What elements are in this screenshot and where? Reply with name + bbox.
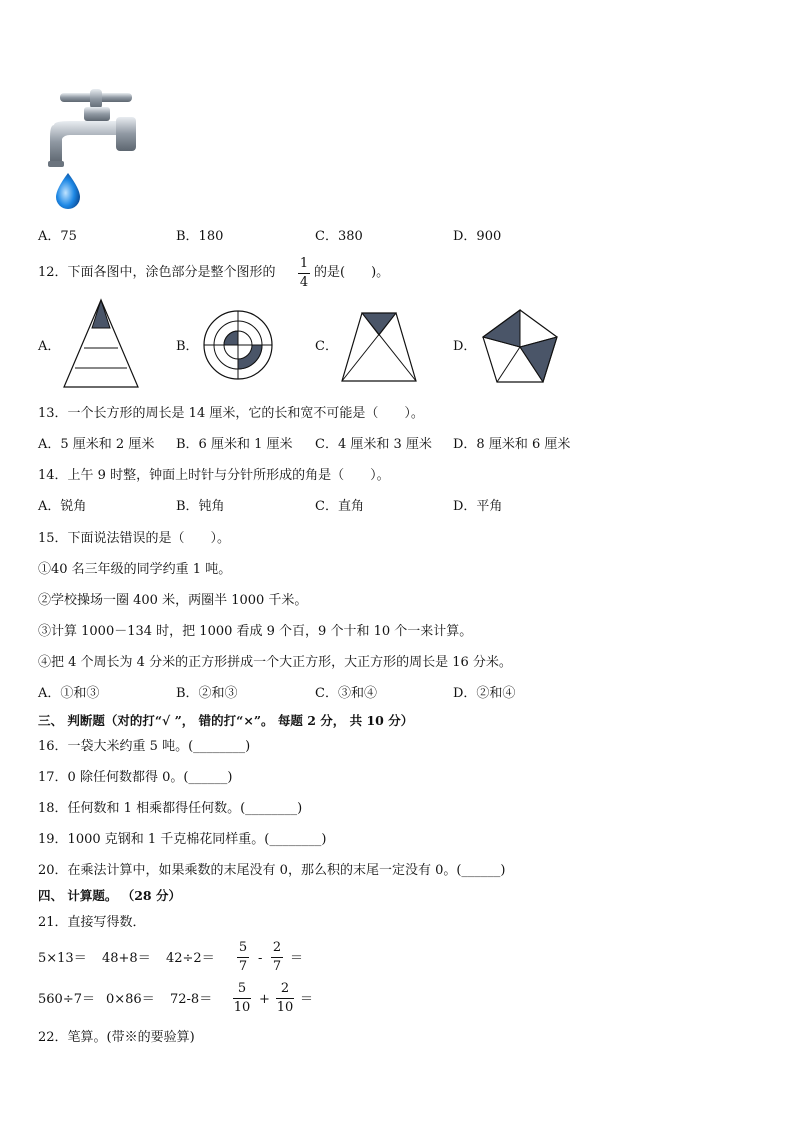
q21-r2-c3: 72-8＝ bbox=[170, 992, 213, 1007]
q12-label-c: C． bbox=[315, 339, 338, 354]
figure-c-trapezoid bbox=[340, 311, 418, 383]
q21-r1-c2: 48+8＝ bbox=[102, 951, 151, 966]
q14-option-d: D．平角 bbox=[453, 499, 503, 514]
q15-option-d: D．②和④ bbox=[453, 686, 516, 701]
section3-heading: 三、 判断题（对的打“√ ”， 错的打“×”。 每题 2 分， 共 10 分） bbox=[38, 713, 414, 728]
q15-item-3: ③计算 1000－134 时，把 1000 看成 9 个百，9 个十和 10 个一来计算。 bbox=[38, 624, 473, 639]
faucet-image bbox=[40, 85, 140, 215]
q12-frac-num: 1 bbox=[299, 256, 309, 271]
q14-option-b: B．钝角 bbox=[176, 499, 225, 514]
judge-18: 18．任何数和 1 相乘都得任何数。(________) bbox=[38, 801, 303, 816]
q14-option-c: C．直角 bbox=[315, 499, 364, 514]
q12-fraction bbox=[298, 256, 310, 291]
q21-r2-frac-b-num: 2 bbox=[280, 981, 290, 996]
figure-d-pentagon bbox=[480, 307, 560, 385]
q21-r2-frac-a-den: 10 bbox=[233, 1000, 251, 1015]
q11-option-b: B．180 bbox=[176, 229, 224, 244]
q21-r2-frac-a bbox=[233, 981, 251, 1016]
q12-text-after: 的是( )。 bbox=[314, 265, 390, 280]
q15-option-b: B．②和③ bbox=[176, 686, 238, 701]
q15-option-c: C．③和④ bbox=[315, 686, 377, 701]
q15-option-a: A．①和③ bbox=[38, 686, 100, 701]
q21-r2-op: + bbox=[259, 992, 270, 1007]
q11-option-a: A．75 bbox=[38, 229, 77, 244]
q21-r2-frac-b bbox=[276, 981, 294, 1016]
q15-item-1: ①40 名三年级的同学约重 1 吨。 bbox=[38, 562, 232, 577]
q13-text: 13．一个长方形的周长是 14 厘米，它的长和宽不可能是（ ）。 bbox=[38, 406, 424, 421]
q21-r2-eq: ＝ bbox=[300, 992, 314, 1007]
judge-17: 17．0 除任何数都得 0。(______) bbox=[38, 770, 233, 785]
q13-option-c: C．4 厘米和 3 厘米 bbox=[315, 437, 432, 452]
q11-option-d: D．900 bbox=[453, 229, 502, 244]
q15-item-4: ④把 4 个周长为 4 分米的正方形拼成一个大正方形，大正方形的周长是 16 分米。 bbox=[38, 655, 512, 670]
q21-r2-frac-b-den: 10 bbox=[276, 1000, 294, 1015]
judge-16: 16．一袋大米约重 5 吨。(________) bbox=[38, 739, 251, 754]
q21-r1-c3: 42÷2＝ bbox=[166, 951, 215, 966]
q21-r1-frac-a-den: 7 bbox=[238, 959, 248, 974]
q22-text: 22．笔算。(带※的要验算) bbox=[38, 1030, 195, 1045]
q13-option-b: B．6 厘米和 1 厘米 bbox=[176, 437, 293, 452]
q12-frac-den: 4 bbox=[299, 275, 309, 290]
q21-r2-c1: 560÷7＝ bbox=[38, 992, 95, 1007]
q14-text: 14．上午 9 时整，钟面上时针与分针所形成的角是（ ）。 bbox=[38, 468, 390, 483]
q14-option-a: A．锐角 bbox=[38, 499, 87, 514]
q12-text: 12．下面各图中，涂色部分是整个图形的 bbox=[38, 265, 276, 280]
q21-r1-frac-b-num: 2 bbox=[272, 940, 282, 955]
q13-option-d: D．8 厘米和 6 厘米 bbox=[453, 437, 571, 452]
q12-label-d: D． bbox=[453, 339, 477, 354]
q21-r2-c2: 0×86＝ bbox=[106, 992, 155, 1007]
q21-r2-frac-a-num: 5 bbox=[237, 981, 247, 996]
q21-r1-frac-a-num: 5 bbox=[238, 940, 248, 955]
q12-label-a: A． bbox=[38, 339, 61, 354]
q21-r1-op: - bbox=[258, 951, 263, 966]
judge-20: 20．在乘法计算中，如果乘数的末尾没有 0，那么积的末尾一定没有 0。(______) bbox=[38, 863, 506, 878]
q21-title: 21．直接写得数． bbox=[38, 915, 146, 930]
q13-option-a: A．5 厘米和 2 厘米 bbox=[38, 437, 155, 452]
figure-a-triangle bbox=[62, 298, 140, 390]
q21-r1-eq: ＝ bbox=[290, 951, 304, 966]
q11-option-c: C．380 bbox=[315, 229, 363, 244]
q15-text: 15．下面说法错误的是（ ）。 bbox=[38, 531, 231, 546]
judge-19: 19．1000 克钢和 1 千克棉花同样重。(________) bbox=[38, 832, 327, 847]
figure-b-circles bbox=[202, 309, 274, 381]
q21-r1-frac-b bbox=[271, 940, 283, 975]
q21-r1-frac-a bbox=[237, 940, 249, 975]
section4-heading: 四、 计算题。 （28 分） bbox=[38, 888, 181, 903]
q15-item-2: ②学校操场一圈 400 米，两圈半 1000 千米。 bbox=[38, 593, 308, 608]
q21-r1-frac-b-den: 7 bbox=[272, 959, 282, 974]
q21-r1-c1: 5×13＝ bbox=[38, 951, 87, 966]
q12-label-b: B． bbox=[176, 339, 199, 354]
